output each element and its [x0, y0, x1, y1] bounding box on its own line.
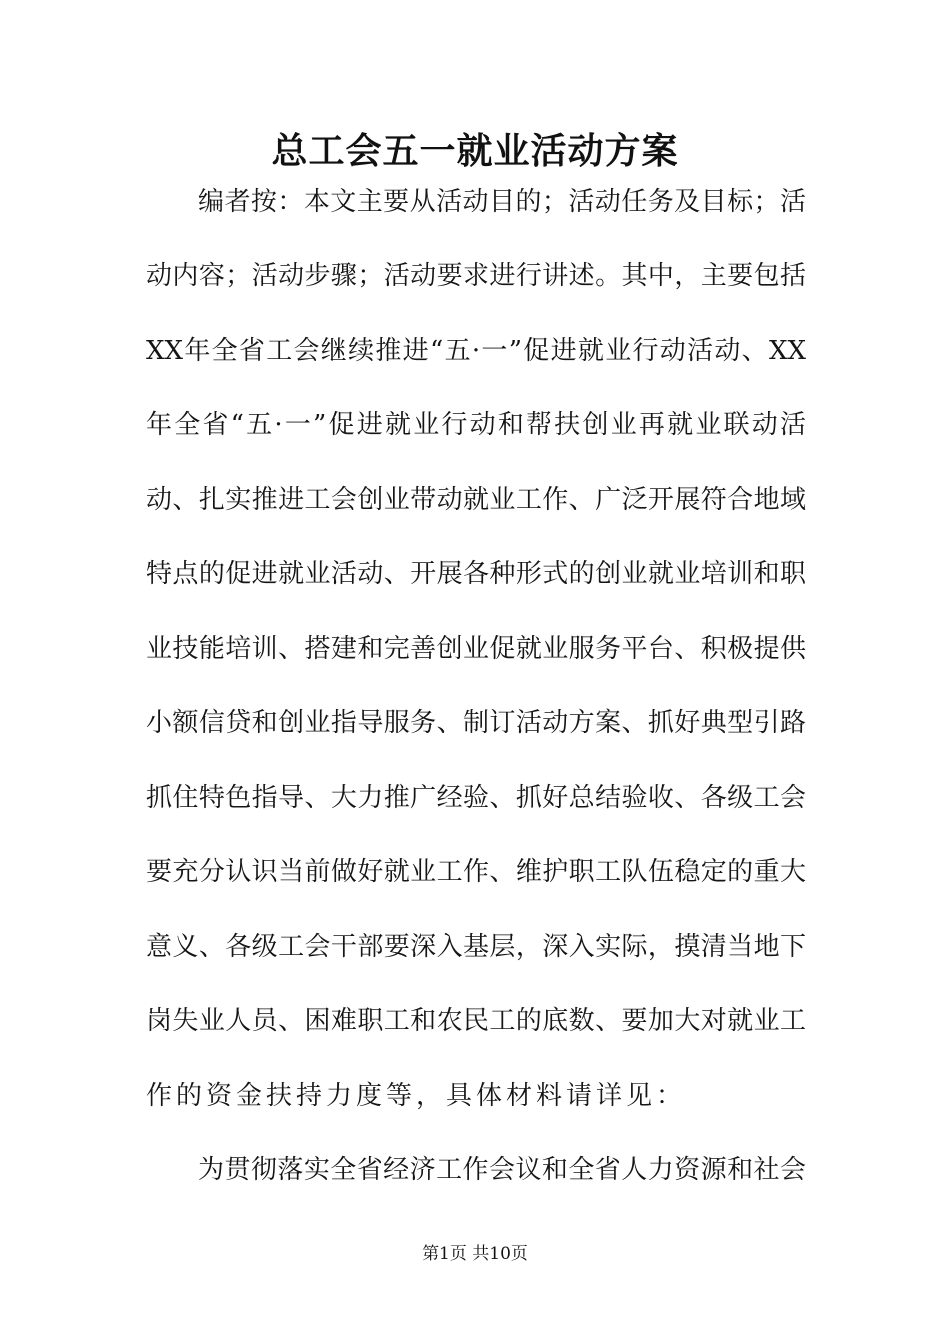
body-line: 年全省“五·一”促进就业行动和帮扶创业再就业联动活 [146, 410, 806, 440]
body-line: 特点的促进就业活动、开展各种形式的创业就业培训和职 [146, 559, 806, 589]
body-line: 意义、各级工会干部要深入基层，深入实际，摸清当地下 [146, 932, 806, 962]
body-line: 为贯彻落实全省经济工作会议和全省人力资源和社会 [198, 1155, 806, 1185]
body-line: 小额信贷和创业指导服务、制订活动方案、抓好典型引路 [146, 708, 806, 738]
body-line: 岗失业人员、困难职工和农民工的底数、要加大对就业工 [146, 1006, 806, 1036]
document-title: 总工会五一就业活动方案 [271, 131, 679, 172]
body-line: 要充分认识当前做好就业工作、维护职工队伍稳定的重大 [146, 857, 806, 887]
body-line: 动、扎实推进工会创业带动就业工作、广泛开展符合地域 [146, 485, 806, 515]
body-line: 动内容；活动步骤；活动要求进行讲述。其中，主要包括 [146, 261, 806, 291]
body-line: 作的资金扶持力度等，具体材料请详见： [146, 1081, 687, 1111]
page-footer: 第1页 共10页 [422, 1244, 528, 1264]
body-line: XX年全省工会继续推进“五·一”促进就业行动活动、XX [146, 336, 806, 366]
body-line: 抓住特色指导、大力推广经验、抓好总结验收、各级工会 [146, 783, 806, 813]
body-line: 编者按：本文主要从活动目的；活动任务及目标；活 [198, 187, 806, 217]
body-line: 业技能培训、搭建和完善创业促就业服务平台、积极提供 [146, 634, 806, 664]
